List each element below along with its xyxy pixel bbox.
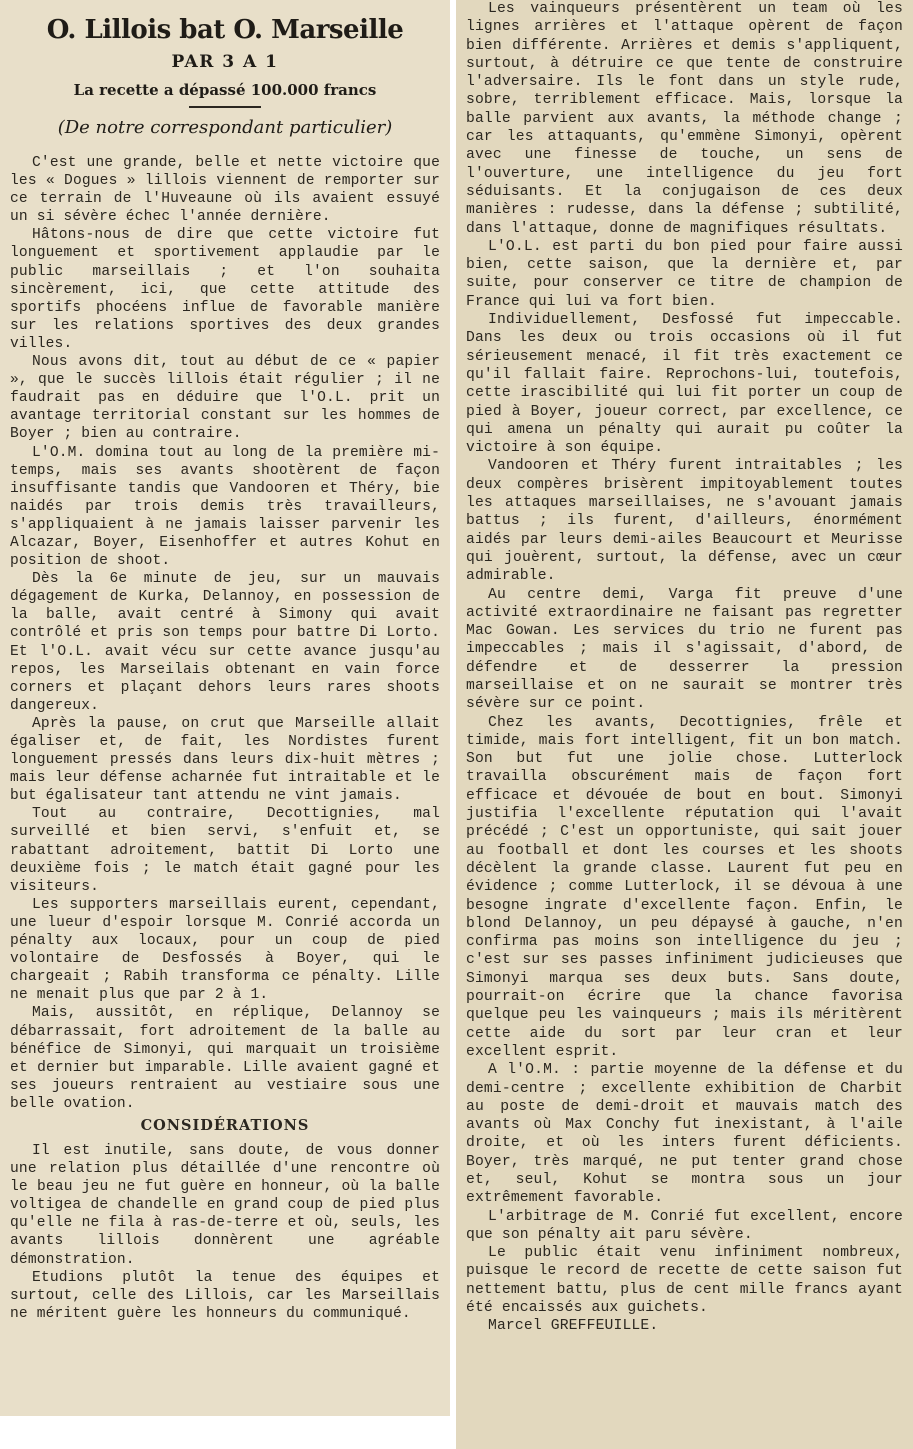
article-paragraph: Chez les avants, Decottignies, frêle et timide, mais fort intelligent, fit un bon match. Son but fut une jolie chose. Lutterlock travailla obscurément mais de façon fort efficace et dévouée de bout en bout. Simonyi justifia l'excellente réputation qui l'avait précédé ; C'est un opportuniste, qui sait jouer au football et dont les courses et les shoots décèlent la grande classe. Laurent fut peu en évidence ; comme Lutterlock, il se dévoua à une besogne ingrate d'excellente façon. Enfin, le blond Delannoy, un peu dépaysé à gauche, n'en confirma pas moins son intelligence du jeu ; c'est sur ses passes infiniment judicieuses que Simonyi marqua ses deux buts. Sans doute, pourrait-on écrire que la chance favorisa quelque peu les vainqueurs ; mais ils méritèrent cette aide du sort par leur cran et leur excellent esprit.	[466, 714, 903, 1060]
article-paragraph: Hâtons-nous de dire que cette victoire fut longuement et sportivement applaudie par le public marseillais ; et l'on souhaita sincèrement, ici, que cette attitude des sportifs phocéens influe de favorable manière sur les relations sportives des deux grandes villes.	[10, 227, 440, 352]
article-paragraph: C'est une grande, belle et nette victoire que les « Dogues » lillois viennent de remporter sur ce terrain de l'Huveaune où ils avaient essuyé un si sévère échec l'année dernière.	[10, 155, 440, 226]
article-paragraph: Nous avons dit, tout au début de ce « papier », que le succès lillois était régulier ; il ne faudrait pas en déduire que l'O.L. prit un avantage territorial constant sur les hommes de Boyer ; bien au contraire.	[10, 354, 440, 443]
rule-divider	[189, 106, 261, 108]
article-paragraph: Individuellement, Desfossé fut impeccable. Dans les deux ou trois occasions où il fut sérieusement menacé, il fit très exactement ce qu'il fallait faire. Reprochons-lui, toutefois, cette irascibilité qui lui fit porter un coup de pied à Boyer, joueur correct, par excellence, ce qui amena un pénalty qui aurait pu coûter la victoire à son équipe.	[466, 312, 903, 457]
deck: La recette a dépassé 100.000 francs	[73, 81, 377, 99]
article-paragraph: Mais, aussitôt, en réplique, Delannoy se débarrassait, fort adroitement de la balle au bénéfice de Simonyi, qui marquait un troisième et dernier but imparable. Lille avaient gagné et ses joueurs rentraient au vestiaire sous une belle ovation.	[10, 1005, 440, 1112]
article-paragraph: L'O.L. est parti du bon pied pour faire aussi bien, cette saison, que la dernière et, par suite, pour conserver ce titre de champion de France qui lui va fort bien.	[466, 238, 903, 310]
right-column	[456, 0, 913, 1449]
byline: (De notre correspondant particulier)	[57, 117, 393, 138]
article-paragraph: L'arbitrage de M. Conrié fut excellent, encore que son pénalty ait paru sévère.	[466, 1208, 903, 1243]
headline: O. Lillois bat O. Marseille	[46, 15, 404, 45]
article-paragraph: Après la pause, on crut que Marseille allait égaliser et, de fait, les Nordistes furent longuement pressés dans leurs dix-huit mètres ; mais leur défense acharnée fut intraitable et le but égalisateur tant attendu ne vint jamais.	[10, 715, 440, 805]
article-paragraph: L'O.M. domina tout au long de la première mi-temps, mais ses avants shootèrent de façon insuffisante tandis que Vandooren et Théry, bie naidés par trois demis très travailleurs, s'appliquaient à ne jamais laisser parvenir les Alcazar, Boyer, Eisenhoffer et autres Kohut en position de shoot.	[10, 444, 440, 570]
left-column	[0, 0, 450, 1416]
article-paragraph: Vandooren et Théry furent intraitables ; les deux compères brisèrent impitoyablement toutes les attaques marseillaises, ne s'avouant jamais battus ; ils furent, d'ailleurs, énormément aidés par leurs demi-ailes Beaucourt et Meurisse qui jouèrent, surtout, la défense, avec un cœur admirable.	[466, 458, 903, 585]
score-line: PAR 3 A 1	[171, 52, 279, 72]
article-paragraph: Dès la 6e minute de jeu, sur un mauvais dégagement de Kurka, Delannoy, en possession de la balle, avait centré à Simony qui avait contrôlé et pris son temps pour battre Di Lorto. Et l'O.L. avait vécu sur cette avance jusqu'au repos, les Marseilais obtenant en vain force corners et plaçant dehors leurs rares shoots dangereux.	[10, 571, 440, 714]
article-paragraph: Etudions plutôt la tenue des équipes et surtout, celle des Lillois, car les Marseillais ne méritent guère les honneurs du communiqué.	[10, 1269, 440, 1322]
article-paragraph: Au centre demi, Varga fit preuve d'une activité extraordinaire ne faisant pas regretter Mac Gowan. Les services du trio ne furent pas impeccables ; mais il s'agissait, d'abord, de défendre et de desserrer la pression marseillaise et on ne saurait se montrer très sévère sur ce point.	[466, 586, 903, 713]
author-signature: Marcel GREFFEUILLE.	[488, 1318, 659, 1335]
section-title: CONSIDÉRATIONS	[140, 1116, 310, 1134]
article-paragraph: Tout au contraire, Decottignies, mal surveillé et bien servi, s'enfuit et, se rabattant adroitement, battit Di Lorto une deuxième fois ; le match était gagné pour les visiteurs.	[10, 806, 440, 895]
article-paragraph: Les vainqueurs présentèrent un team où les lignes arrières et l'attaque opèrent de façon bien différente. Arrières et demis s'appliquent, surtout, à détruire ce que tente de construire l'adversaire. Ils le font dans un style rude, sobre, terriblement efficace. Mais, lorsque la balle parvient aux avants, la méthode change ; car les attaquants, qu'emmène Simonyi, opèrent avec une finesse de touche, un sens de l'ouverture, une intelligence du jeu fort séduisants. Et la conjugaison de ces deux manières : rudesse, dans la défense ; subtilité, dans l'attaque, donne de magnifiques résultats.	[466, 1, 903, 237]
article-paragraph: Il est inutile, sans doute, de vous donner une relation plus détaillée d'une rencontre où le beau jeu ne fut guère en honneur, où la balle voltigea de chandelle en grand coup de pied plus qu'elle ne fila à ras-de-terre et où, seuls, les avants lillois donnèrent une agréable démonstration.	[10, 1142, 440, 1268]
article-paragraph: Les supporters marseillais eurent, cependant, une lueur d'espoir lorsque M. Conrié accorda un pénalty aux locaux, pour un coup de pied volontaire de Desfossés à Boyer, qui le chargeait ; Rabih transforma ce pénalty. Lille ne menait plus que par 2 à 1.	[10, 896, 440, 1004]
article-paragraph: Le public était venu infiniment nombreux, puisque le record de recette de cette saison fut nettement battu, plus de cent mille francs ayant été encaissés aux guichets.	[466, 1245, 903, 1317]
article-paragraph: A l'O.M. : partie moyenne de la défense et du demi-centre ; excellente exhibition de Charbit au poste de demi-droit et mauvais match des avants où Max Conchy fut inexistant, à l'aile droite, et où les inters furent déficients. Boyer, très marqué, ne put tenter grand chose et, seul, Kohut se montra sous un jour extrêmement favorable.	[466, 1062, 903, 1207]
